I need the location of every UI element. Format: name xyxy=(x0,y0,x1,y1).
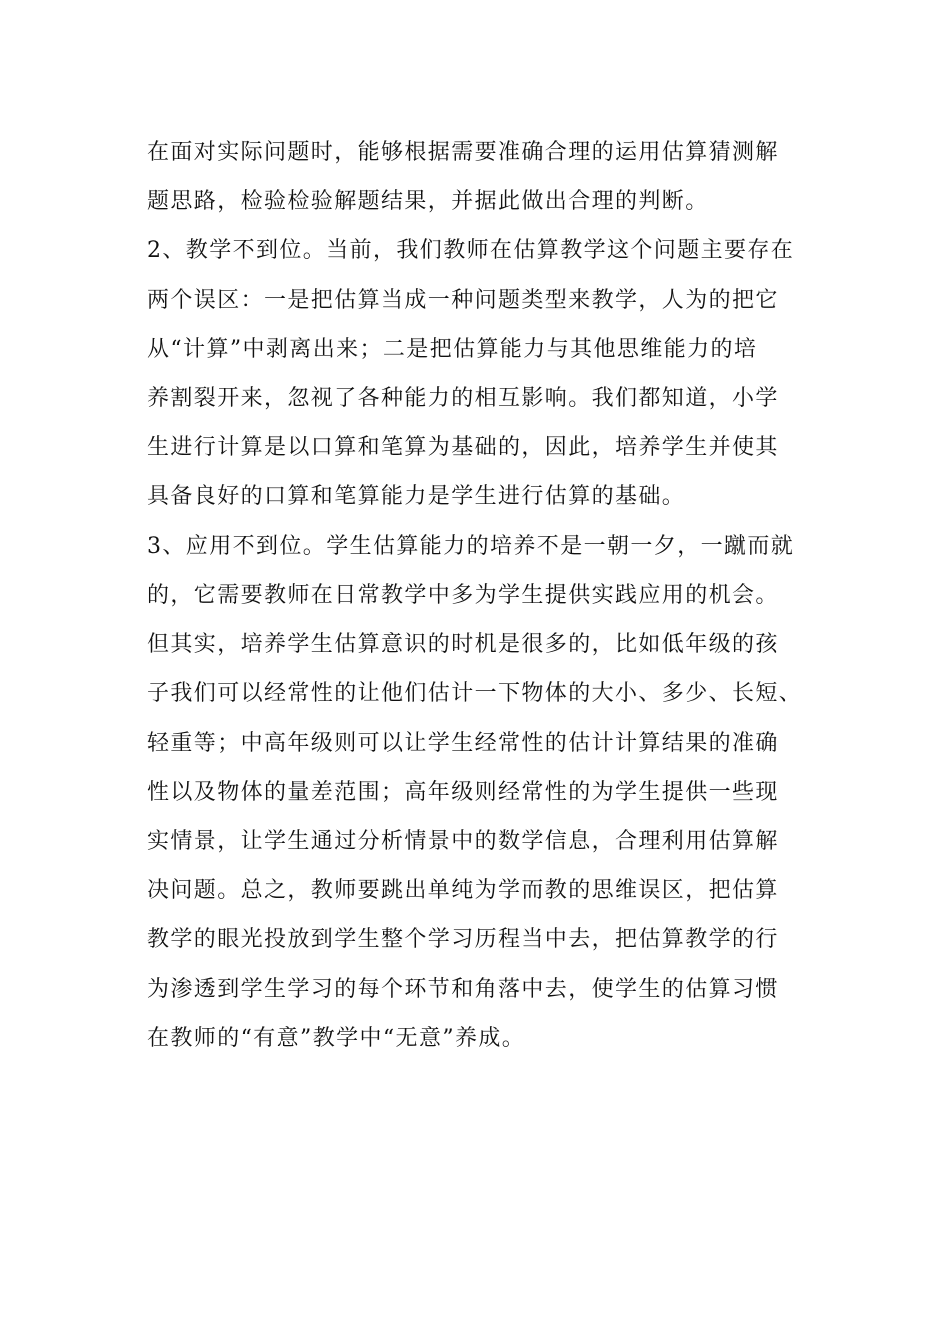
text-line: 具备良好的口算和笔算能力是学生进行估算的基础。 xyxy=(147,484,686,509)
text-line: 养割裂开来，忽视了各种能力的相互影响。我们都知道，小学 xyxy=(147,386,779,411)
text-line: 3、应用不到位。学生估算能力的培养不是一朝一夕，一蹴而就 xyxy=(147,534,795,559)
text-line: 性以及物体的量差范围；高年级则经常性的为学生提供一些现 xyxy=(147,780,779,805)
text-line: 教学的眼光投放到学生整个学习历程当中去，把估算教学的行 xyxy=(147,927,779,952)
text-line: 2、教学不到位。当前，我们教师在估算教学这个问题主要存在 xyxy=(147,238,795,263)
text-line: 轻重等；中高年级则可以让学生经常性的估计计算结果的准确 xyxy=(147,731,779,756)
text-line: 生进行计算是以口算和笔算为基础的，因此，培养学生并使其 xyxy=(147,435,779,460)
text-line: 的，它需要教师在日常教学中多为学生提供实践应用的机会。 xyxy=(147,583,779,608)
text-line: 题思路，检验检验解题结果，并据此做出合理的判断。 xyxy=(147,189,709,214)
text-line: 在面对实际问题时，能够根据需要准确合理的运用估算猜测解 xyxy=(147,140,779,165)
text-line: 为渗透到学生学习的每个环节和角落中去，使学生的估算习惯 xyxy=(147,977,779,1002)
text-line: 决问题。总之，教师要跳出单纯为学而教的思维误区，把估算 xyxy=(147,878,779,903)
text-line: 但其实，培养学生估算意识的时机是很多的，比如低年级的孩 xyxy=(147,632,779,657)
text-line: 两个误区：一是把估算当成一种问题类型来教学，人为的把它 xyxy=(147,288,779,313)
text-line: 子我们可以经常性的让他们估计一下物体的大小、多少、长短、 xyxy=(147,681,803,706)
text-line: 实情景，让学生通过分析情景中的数学信息，合理利用估算解 xyxy=(147,829,779,854)
text-line: 从“计算”中剥离出来；二是把估算能力与其他思维能力的培 xyxy=(147,337,758,362)
text-line: 在教师的“有意”教学中“无意”养成。 xyxy=(147,1026,526,1051)
